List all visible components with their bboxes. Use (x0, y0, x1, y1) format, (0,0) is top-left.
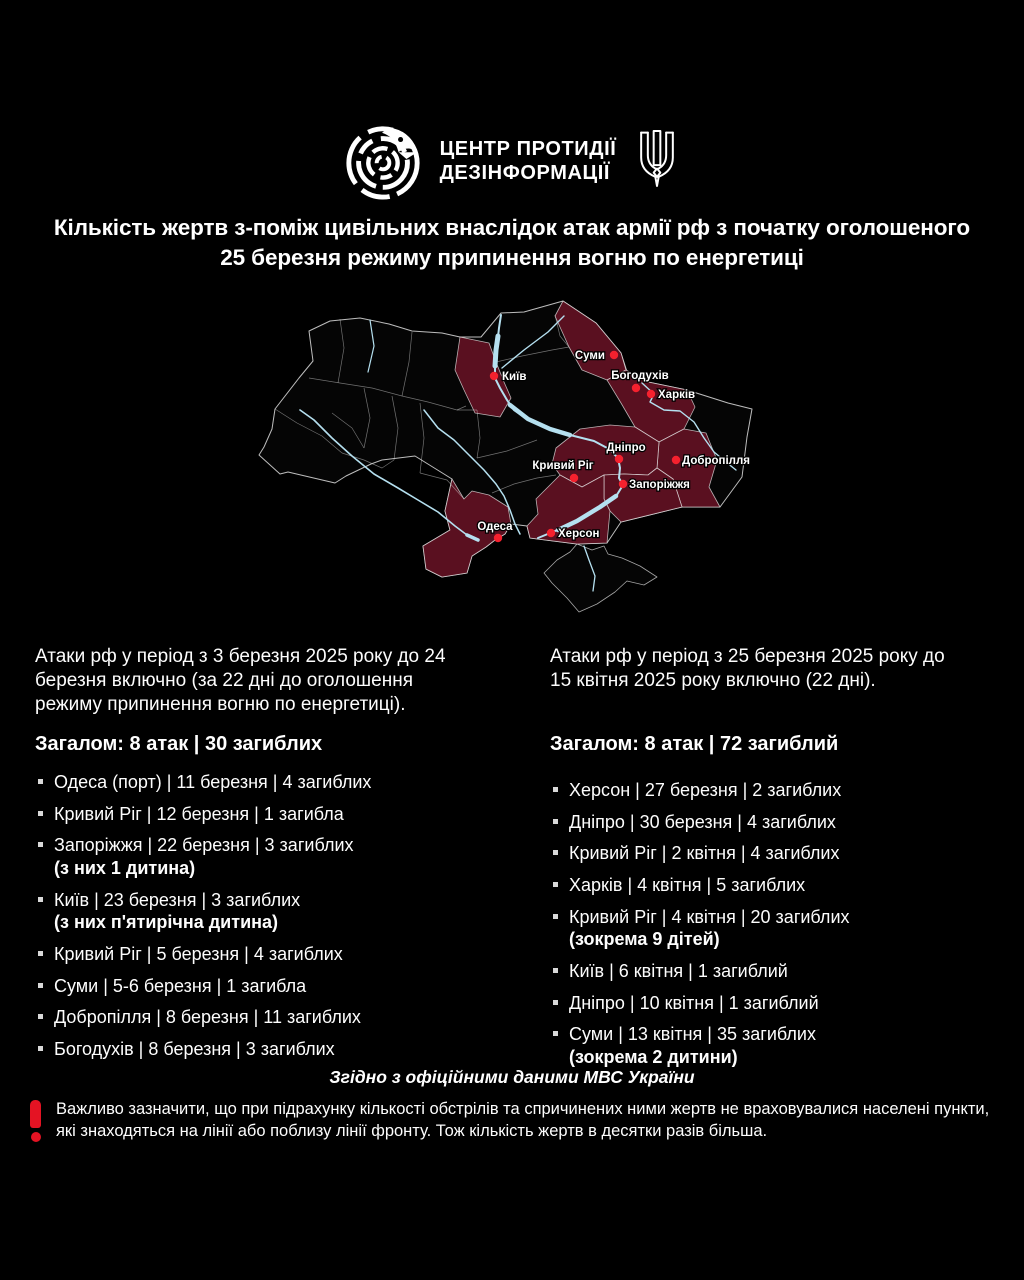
source-line: Згідно з офіційними даними МВС України (329, 1067, 695, 1087)
casualty-item-note: (з них 1 дитина) (54, 858, 196, 879)
casualty-item (35, 1006, 515, 1029)
casualty-item-text: Добропілля | 8 березня | 11 загиблих (54, 1007, 361, 1028)
city-label: Київ (502, 371, 527, 383)
page-title-line1: Кількість жертв з-поміж цивільних внаслідок атак армії рф з початку оголошеного (53, 215, 971, 240)
city-label: Дніпро (606, 442, 646, 454)
casualty-item (550, 874, 1010, 897)
page-title-line2: 25 березня режиму припинення вогню по енергетиці (220, 245, 804, 271)
casualty-item (550, 960, 1010, 983)
casualty-item-text: Київ | 6 квітня | 1 загиблий (569, 961, 788, 982)
casualty-item (35, 1038, 515, 1061)
city-label: Одеса (477, 521, 513, 533)
city-dot (494, 534, 502, 542)
casualty-item-text: Дніпро | 30 березня | 4 загиблих (569, 811, 836, 832)
casualty-item-text: Запоріжжя | 22 березня | 3 загиблих (54, 835, 354, 856)
org-name (440, 137, 617, 186)
right-total: Загалом: 8 атак | 72 загиблий (550, 733, 839, 755)
ukraine-map (252, 288, 772, 620)
warning-text: Важливо зазначити, що при підрахунку кількості обстрілів та спричинених ними жертв не враховувалися населені пункти, які знаходяться на лінії або поблизу лінії фронту. Тож кількість жертв в десятки разів більша. (56, 1100, 990, 1141)
river-kyiv-reservoir (495, 336, 498, 366)
page-title (0, 213, 1024, 273)
casualty-item-text: Херсон | 27 березня | 2 загиблих (569, 780, 842, 800)
city-dot (632, 384, 640, 392)
city-label: Запоріжжя (629, 479, 690, 491)
casualty-item (35, 771, 515, 794)
casualty-item-text: Київ | 23 березня | 3 загиблих (54, 889, 301, 910)
warning-block (30, 1098, 996, 1143)
casualty-item-text: Дніпро | 10 квітня | 1 загиблий (569, 992, 819, 1013)
left-intro: Атаки рф у період з 3 березня 2025 року до 24 березня включно (за 22 дні до оголошення режиму припинення вогню по енергетиці). (35, 646, 446, 715)
city-label: Суми (574, 350, 605, 362)
owl-maze-logo-icon (342, 120, 424, 202)
right-casualty-list (550, 779, 1010, 1078)
org-name-line1: ЦЕНТР ПРОТИДІЇ (439, 137, 617, 160)
city-label: Кривий Ріг (532, 460, 594, 472)
casualty-item-text: Богодухів | 8 березня | 3 загиблих (54, 1039, 335, 1060)
casualty-item-text: Кривий Ріг | 2 квітня | 4 загиблих (569, 843, 840, 864)
casualty-item-note: (з них п'ятирічна дитина) (54, 912, 279, 933)
city-dot (490, 372, 498, 380)
city-label: Добропілля (682, 455, 750, 467)
city-dot (672, 456, 680, 464)
casualty-item-note: (зокрема 2 дитини) (569, 1047, 738, 1068)
city-label: Богодухів (611, 370, 669, 382)
casualty-item (35, 943, 515, 966)
casualty-item (35, 889, 515, 934)
casualty-item-text: Одеса (порт) | 11 березня | 4 загиблих (54, 772, 372, 792)
city-marker (619, 479, 690, 491)
org-name-line2: ДЕЗІНФОРМАЦІЇ (439, 162, 610, 184)
city-label: Харків (658, 389, 696, 401)
casualty-item (35, 975, 515, 998)
city-dot (619, 480, 627, 488)
city-dot (615, 455, 623, 463)
city-dot (647, 390, 655, 398)
casualty-item (550, 992, 1010, 1015)
exclamation-icon (30, 1100, 43, 1142)
header-logo (0, 120, 1024, 202)
casualty-item-text: Суми | 5-6 березня | 1 загибла (54, 975, 307, 996)
casualty-item (550, 779, 1010, 802)
casualty-item-text: Кривий Ріг | 4 квітня | 20 загиблих (569, 906, 850, 927)
casualty-item (550, 811, 1010, 834)
casualty-item (550, 842, 1010, 865)
casualty-item-text: Кривий Ріг | 5 березня | 4 загиблих (54, 944, 343, 965)
right-intro: Атаки рф у період з 25 березня 2025 року до 15 квітня 2025 року включно (22 дні). (550, 646, 945, 691)
city-dot (570, 474, 578, 482)
city-dot (610, 351, 618, 359)
casualty-item-note: (зокрема 9 дітей) (569, 929, 720, 950)
left-total: Загалом: 8 атак | 30 загиблих (35, 733, 323, 755)
city-label: Херсон (558, 528, 600, 540)
casualty-item (550, 1023, 1010, 1068)
map-region-crimea (544, 544, 657, 612)
city-dot (547, 529, 555, 537)
casualty-item (35, 834, 515, 879)
trident-coat-of-arms-icon (632, 123, 682, 199)
casualty-item (550, 906, 1010, 951)
casualty-item-text: Харків | 4 квітня | 5 загиблих (569, 875, 806, 896)
casualty-item-text: Кривий Ріг | 12 березня | 1 загибла (54, 803, 344, 824)
left-casualty-list (35, 771, 515, 1070)
city-marker (672, 455, 750, 467)
casualty-item-text: Суми | 13 квітня | 35 загиблих (569, 1024, 816, 1045)
casualty-item (35, 803, 515, 826)
